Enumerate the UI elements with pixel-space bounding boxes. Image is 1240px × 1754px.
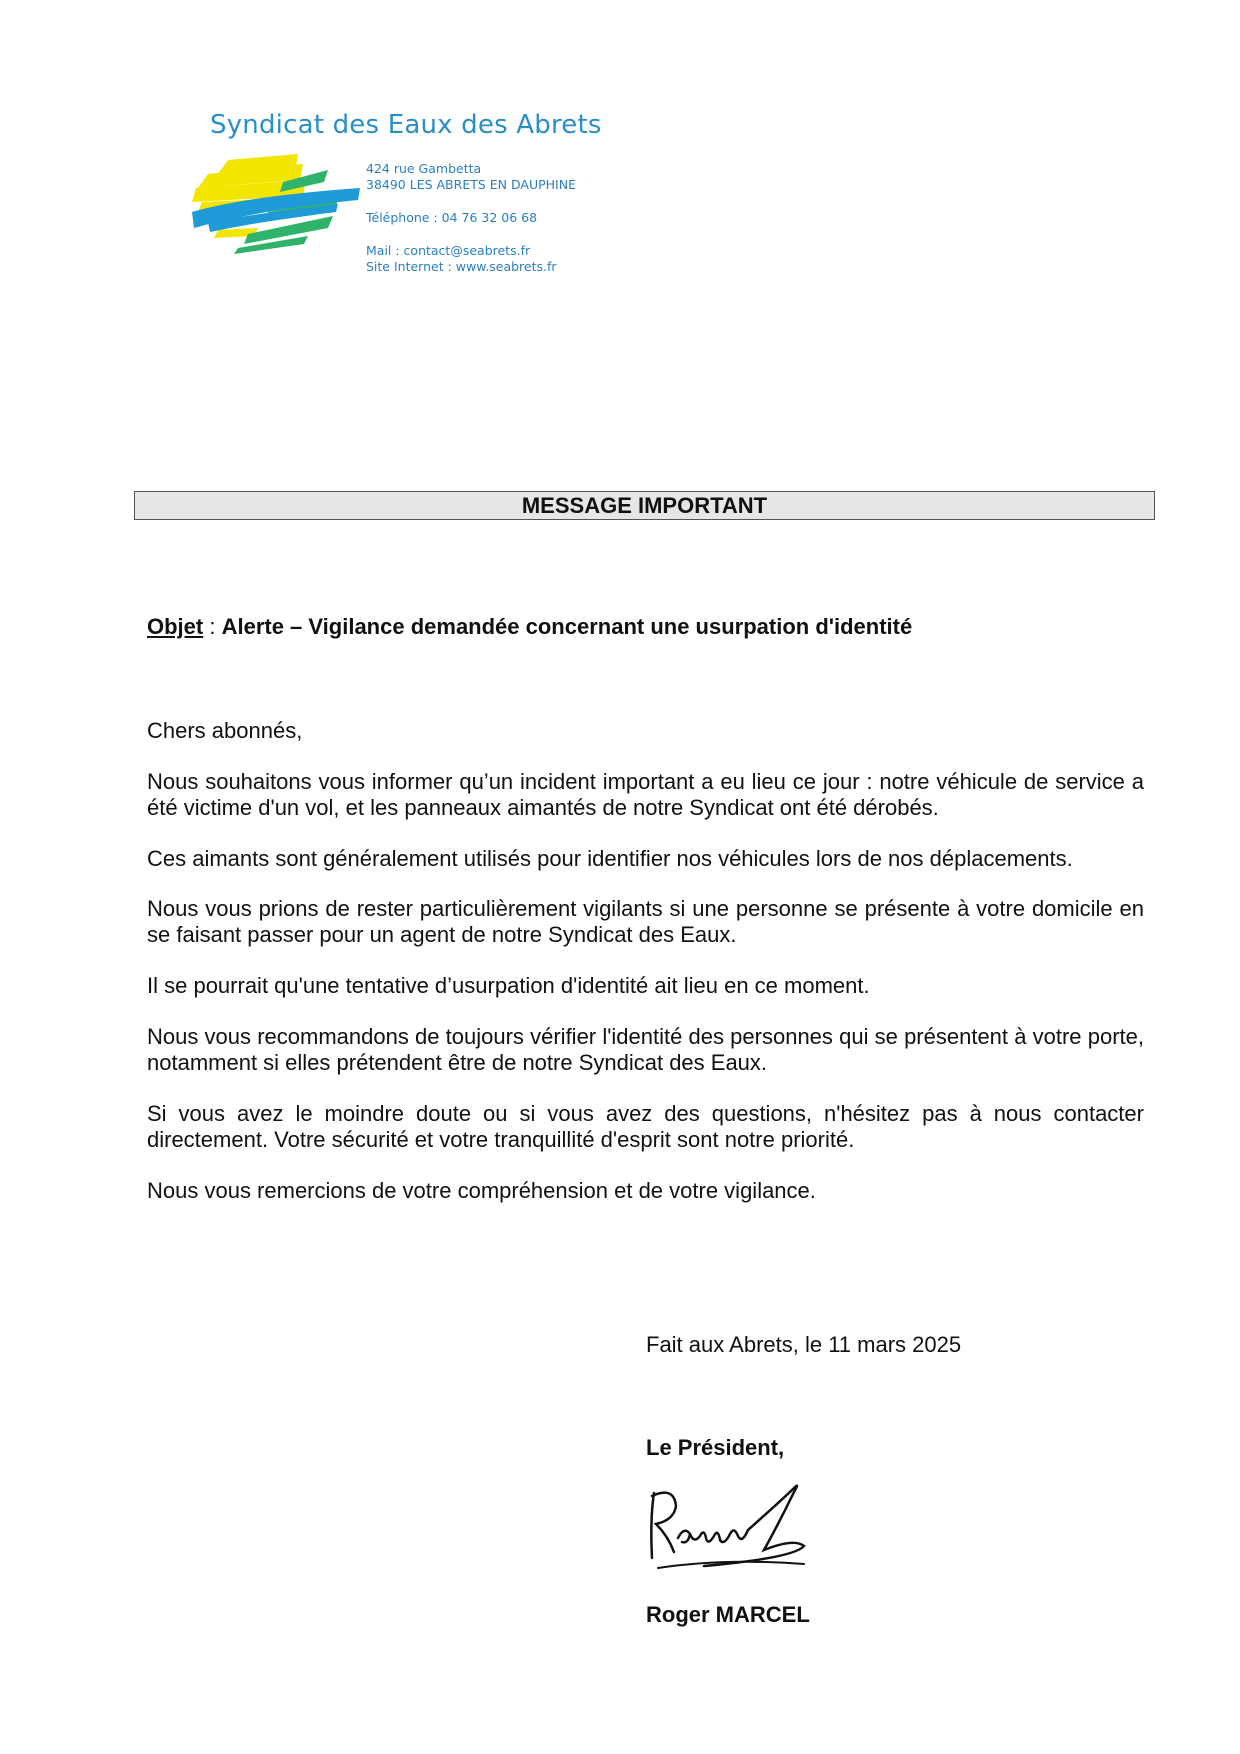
- body-paragraph: Il se pourrait qu'une tentative d’usurpation d'identité ait lieu en ce moment.: [147, 973, 870, 998]
- phone-number: Téléphone : 04 76 32 06 68: [366, 210, 538, 225]
- body-paragraph: Nous vous prions de rester particulièrement vigilants si une personne se présente à votre domicile en se faisant passer pour un agent de notre Syndicat des Eaux.: [147, 896, 1144, 947]
- body-paragraph: Ces aimants sont généralement utilisés pour identifier nos véhicules lors de nos déplacements.: [147, 846, 1073, 871]
- organization-name: Syndicat des Eaux des Abrets: [210, 110, 602, 140]
- body-paragraph: Nous vous recommandons de toujours vérifier l'identité des personnes qui se présentent à votre porte, notamment si elles prétendent être de notre Syndicat des Eaux.: [147, 1024, 1144, 1075]
- subject-line: [147, 614, 912, 640]
- greeting: Chers abonnés,: [147, 718, 303, 743]
- signer-title: Le Président,: [646, 1435, 785, 1460]
- message-banner: MESSAGE IMPORTANT: [134, 491, 1155, 520]
- contact-mail: Mail : contact@seabrets.fr: [366, 243, 531, 258]
- place-date: Fait aux Abrets, le 11 mars 2025: [646, 1332, 962, 1357]
- signer-name: Roger MARCEL: [646, 1602, 810, 1627]
- body-paragraph: Nous vous remercions de votre compréhension et de votre vigilance.: [147, 1178, 816, 1203]
- subject-separator: :: [203, 614, 222, 639]
- website: Site Internet : www.seabrets.fr: [366, 259, 557, 274]
- signature-icon: [644, 1478, 819, 1578]
- subject-text: Alerte – Vigilance demandée concernant une usurpation d'identité: [221, 614, 913, 639]
- address-line-1: 424 rue Gambetta: [366, 161, 482, 176]
- logo-icon: [188, 152, 363, 262]
- subject-label: Objet: [147, 614, 204, 639]
- body-paragraph: Si vous avez le moindre doute ou si vous avez des questions, n'hésitez pas à nous contacter directement. Votre sécurité et votre tranquillité d'esprit sont notre priorité.: [147, 1101, 1144, 1152]
- body-paragraph: Nous souhaitons vous informer qu’un incident important a eu lieu ce jour : notre véhicule de service a été victime d'un vol, et les panneaux aimantés de notre Syndicat ont été dérobés.: [147, 769, 1144, 820]
- address-line-2: 38490 LES ABRETS EN DAUPHINE: [366, 177, 576, 192]
